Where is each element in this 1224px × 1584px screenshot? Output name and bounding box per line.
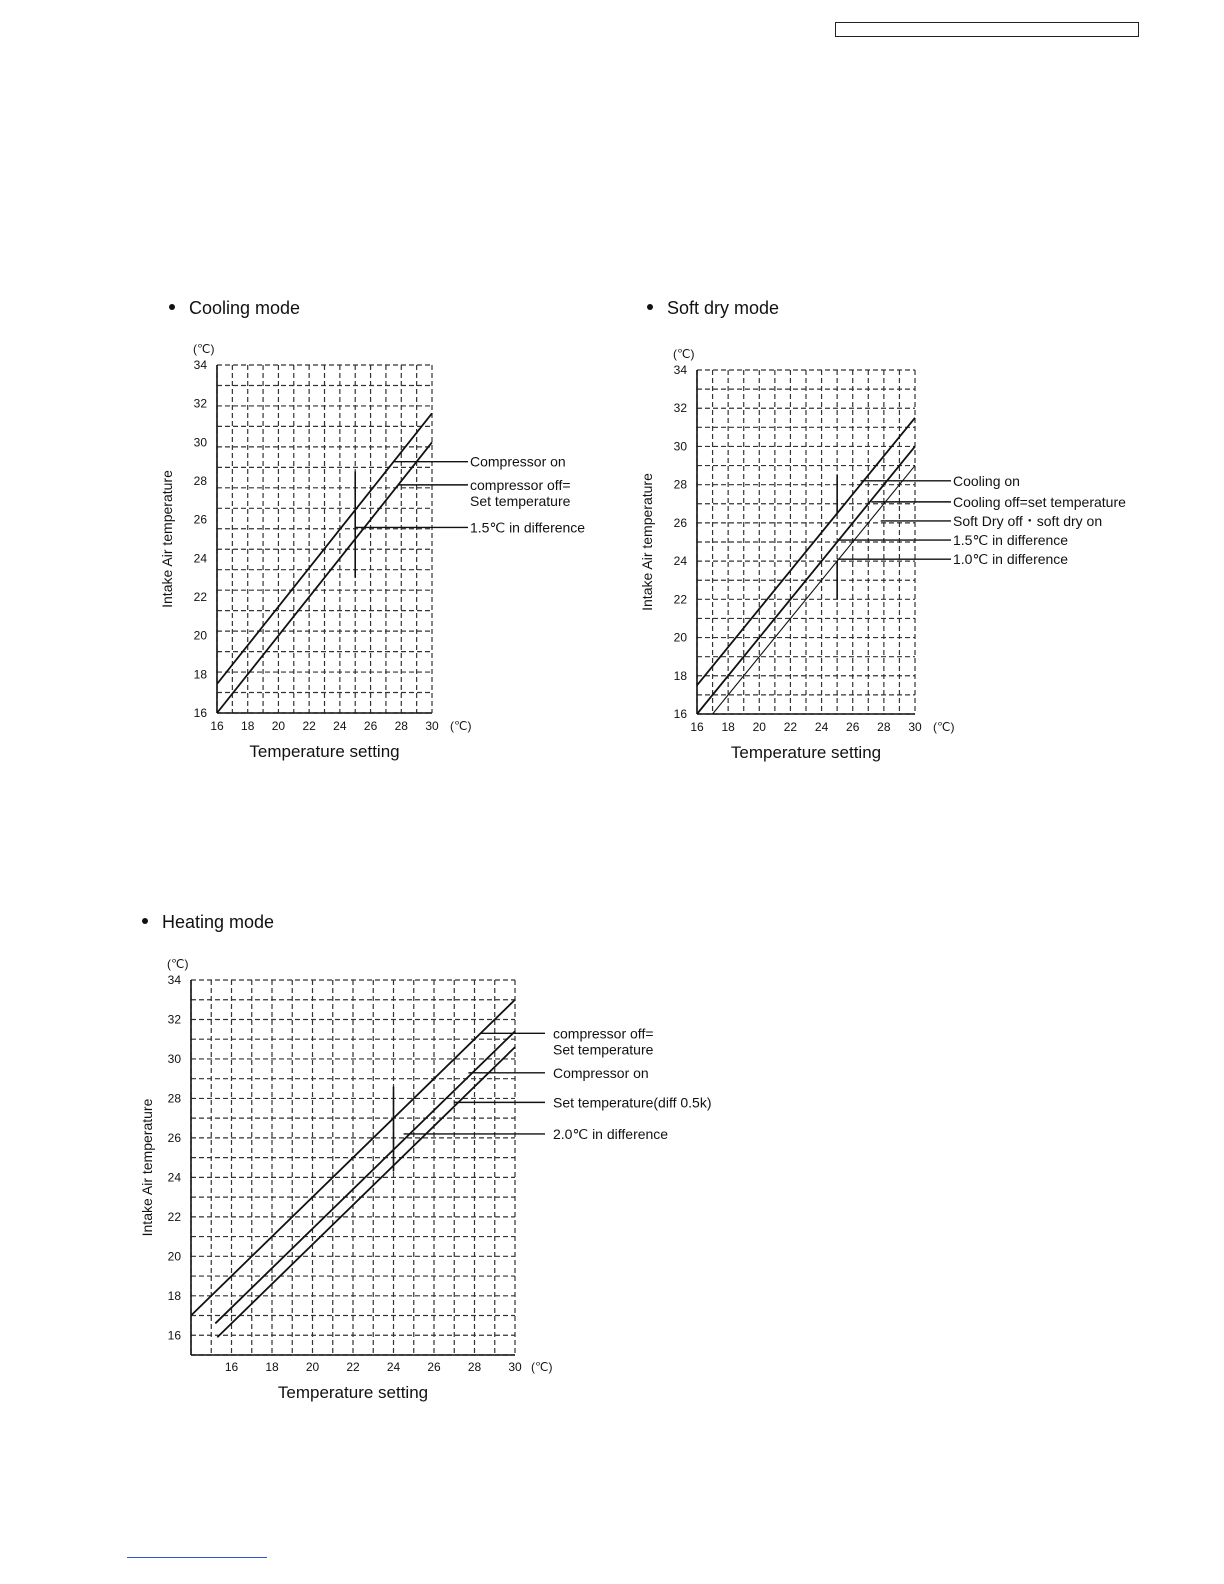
heating-title-text: Heating mode xyxy=(162,912,275,932)
y-tick-label: 28 xyxy=(673,477,687,492)
cooling-title xyxy=(169,298,300,319)
x-tick-label: 26 xyxy=(363,719,378,733)
y-tick-label: 30 xyxy=(673,439,687,454)
annotation-label xyxy=(953,473,1020,489)
bullet-icon xyxy=(142,918,148,924)
x-tick-label: 30 xyxy=(508,1360,522,1374)
series-line-3 xyxy=(217,1047,515,1337)
annotation-label xyxy=(553,1094,711,1110)
x-tick-label: 24 xyxy=(814,720,829,734)
annotation-label xyxy=(470,477,571,509)
x-tick-label: 16 xyxy=(690,720,704,734)
x-tick-label: 16 xyxy=(210,719,224,733)
series-line-3 xyxy=(713,466,915,714)
annotation-label xyxy=(953,532,1068,548)
y-tick-label: 16 xyxy=(673,707,687,721)
annotation-label-line: Cooling off=set temperature xyxy=(953,493,1126,510)
annotation-label-line: 2.0℃ in difference xyxy=(553,1125,669,1142)
heating-chart xyxy=(130,950,750,1415)
annotation-label-line: 1.0℃ in difference xyxy=(953,551,1069,568)
y-unit-label: (℃) xyxy=(673,347,695,361)
y-tick-label: 34 xyxy=(193,358,207,372)
y-tick-label: 16 xyxy=(193,706,207,720)
y-tick-label: 30 xyxy=(167,1051,181,1066)
footer-link[interactable] xyxy=(127,1557,267,1558)
annotation-label-line: Cooling on xyxy=(953,472,1020,489)
y-tick-label: 20 xyxy=(193,628,207,643)
annotation-label-line: Set temperature(diff 0.5k) xyxy=(553,1094,712,1111)
x-tick-label: 24 xyxy=(333,719,347,733)
y-axis-label: Intake Air temperature xyxy=(159,470,175,608)
x-tick-label: 18 xyxy=(265,1360,279,1374)
softdry-title-text: Soft dry mode xyxy=(667,298,780,318)
y-tick-label: 20 xyxy=(167,1249,181,1264)
annotation-label xyxy=(553,1065,649,1081)
y-tick-label: 22 xyxy=(167,1209,181,1224)
x-tick-label: 20 xyxy=(305,1360,320,1374)
y-tick-label: 22 xyxy=(673,592,687,607)
annotation-label-line: 1.5℃ in difference xyxy=(470,519,586,536)
y-tick-label: 18 xyxy=(673,668,687,683)
y-tick-label: 32 xyxy=(193,396,207,411)
cooling-title-text: Cooling mode xyxy=(189,298,301,318)
annotation-label-line: Soft Dry off・soft dry on xyxy=(953,512,1103,529)
y-tick-label: 22 xyxy=(193,590,207,604)
x-tick-label: 26 xyxy=(427,1360,441,1374)
x-unit-label: (℃) xyxy=(531,1360,553,1374)
x-tick-label: 20 xyxy=(271,719,286,733)
x-tick-label: 24 xyxy=(386,1360,401,1374)
x-axis-label: Temperature setting xyxy=(730,743,882,762)
x-tick-label: 22 xyxy=(302,719,316,733)
annotation-label xyxy=(553,1025,654,1057)
x-tick-label: 22 xyxy=(783,720,798,734)
annotation-label-line: Compressor on xyxy=(553,1064,649,1081)
x-tick-label: 18 xyxy=(721,720,735,734)
annotation-label xyxy=(553,1126,668,1142)
annotation-label xyxy=(470,454,566,470)
annotation-label-line: Set temperature xyxy=(553,1041,654,1058)
x-tick-label: 26 xyxy=(846,720,860,734)
annotation-label-line: compressor off= xyxy=(553,1025,654,1042)
annotation-label xyxy=(953,494,1126,510)
x-tick-label: 28 xyxy=(394,719,408,733)
annotation-label xyxy=(953,551,1068,567)
x-unit-label: (℃) xyxy=(450,719,472,733)
y-tick-label: 18 xyxy=(193,667,207,682)
annotation-label-line: 1.5℃ in difference xyxy=(953,532,1069,549)
y-tick-label: 26 xyxy=(673,515,687,530)
softdry-chart xyxy=(630,340,1130,775)
y-tick-label: 28 xyxy=(193,474,207,488)
y-tick-label: 18 xyxy=(167,1288,181,1303)
y-tick-label: 20 xyxy=(673,630,687,645)
y-tick-label: 34 xyxy=(673,363,687,377)
series-line-2 xyxy=(215,1031,515,1323)
x-tick-label: 18 xyxy=(241,719,255,733)
annotation-label xyxy=(953,513,1102,529)
bullet-icon xyxy=(647,304,653,310)
y-axis-label: Intake Air temperature xyxy=(639,473,655,611)
x-unit-label: (℃) xyxy=(933,720,955,734)
y-tick-label: 30 xyxy=(193,435,207,450)
x-tick-label: 30 xyxy=(425,719,439,733)
annotation-label-line: compressor off= xyxy=(470,476,571,493)
y-tick-label: 34 xyxy=(167,973,181,987)
y-tick-label: 26 xyxy=(193,512,207,527)
y-unit-label: (℃) xyxy=(193,342,215,356)
annotation-label-line: Compressor on xyxy=(470,453,566,470)
y-tick-label: 24 xyxy=(167,1170,181,1185)
x-tick-label: 28 xyxy=(467,1360,482,1374)
y-unit-label: (℃) xyxy=(167,957,189,971)
x-tick-label: 28 xyxy=(877,720,891,734)
y-tick-label: 32 xyxy=(167,1012,181,1027)
bullet-icon xyxy=(169,304,175,310)
annotation-label-line: Set temperature xyxy=(470,492,571,509)
y-axis-label: Intake Air temperature xyxy=(139,1098,155,1237)
cooling-chart xyxy=(150,335,610,770)
x-tick-label: 16 xyxy=(224,1360,239,1374)
x-tick-label: 30 xyxy=(908,720,922,734)
y-tick-label: 24 xyxy=(673,554,687,569)
x-axis-label: Temperature setting xyxy=(277,1383,429,1402)
y-tick-label: 32 xyxy=(673,401,687,416)
heating-title xyxy=(142,912,274,933)
header-box xyxy=(835,22,1139,37)
y-tick-label: 16 xyxy=(167,1328,181,1343)
y-tick-label: 24 xyxy=(193,551,207,566)
y-tick-label: 26 xyxy=(167,1130,181,1145)
x-tick-label: 20 xyxy=(752,720,766,734)
x-axis-label: Temperature setting xyxy=(249,742,400,761)
y-tick-label: 28 xyxy=(167,1091,181,1106)
x-tick-label: 22 xyxy=(346,1360,360,1374)
softdry-title xyxy=(647,298,779,319)
annotation-label xyxy=(470,519,585,535)
